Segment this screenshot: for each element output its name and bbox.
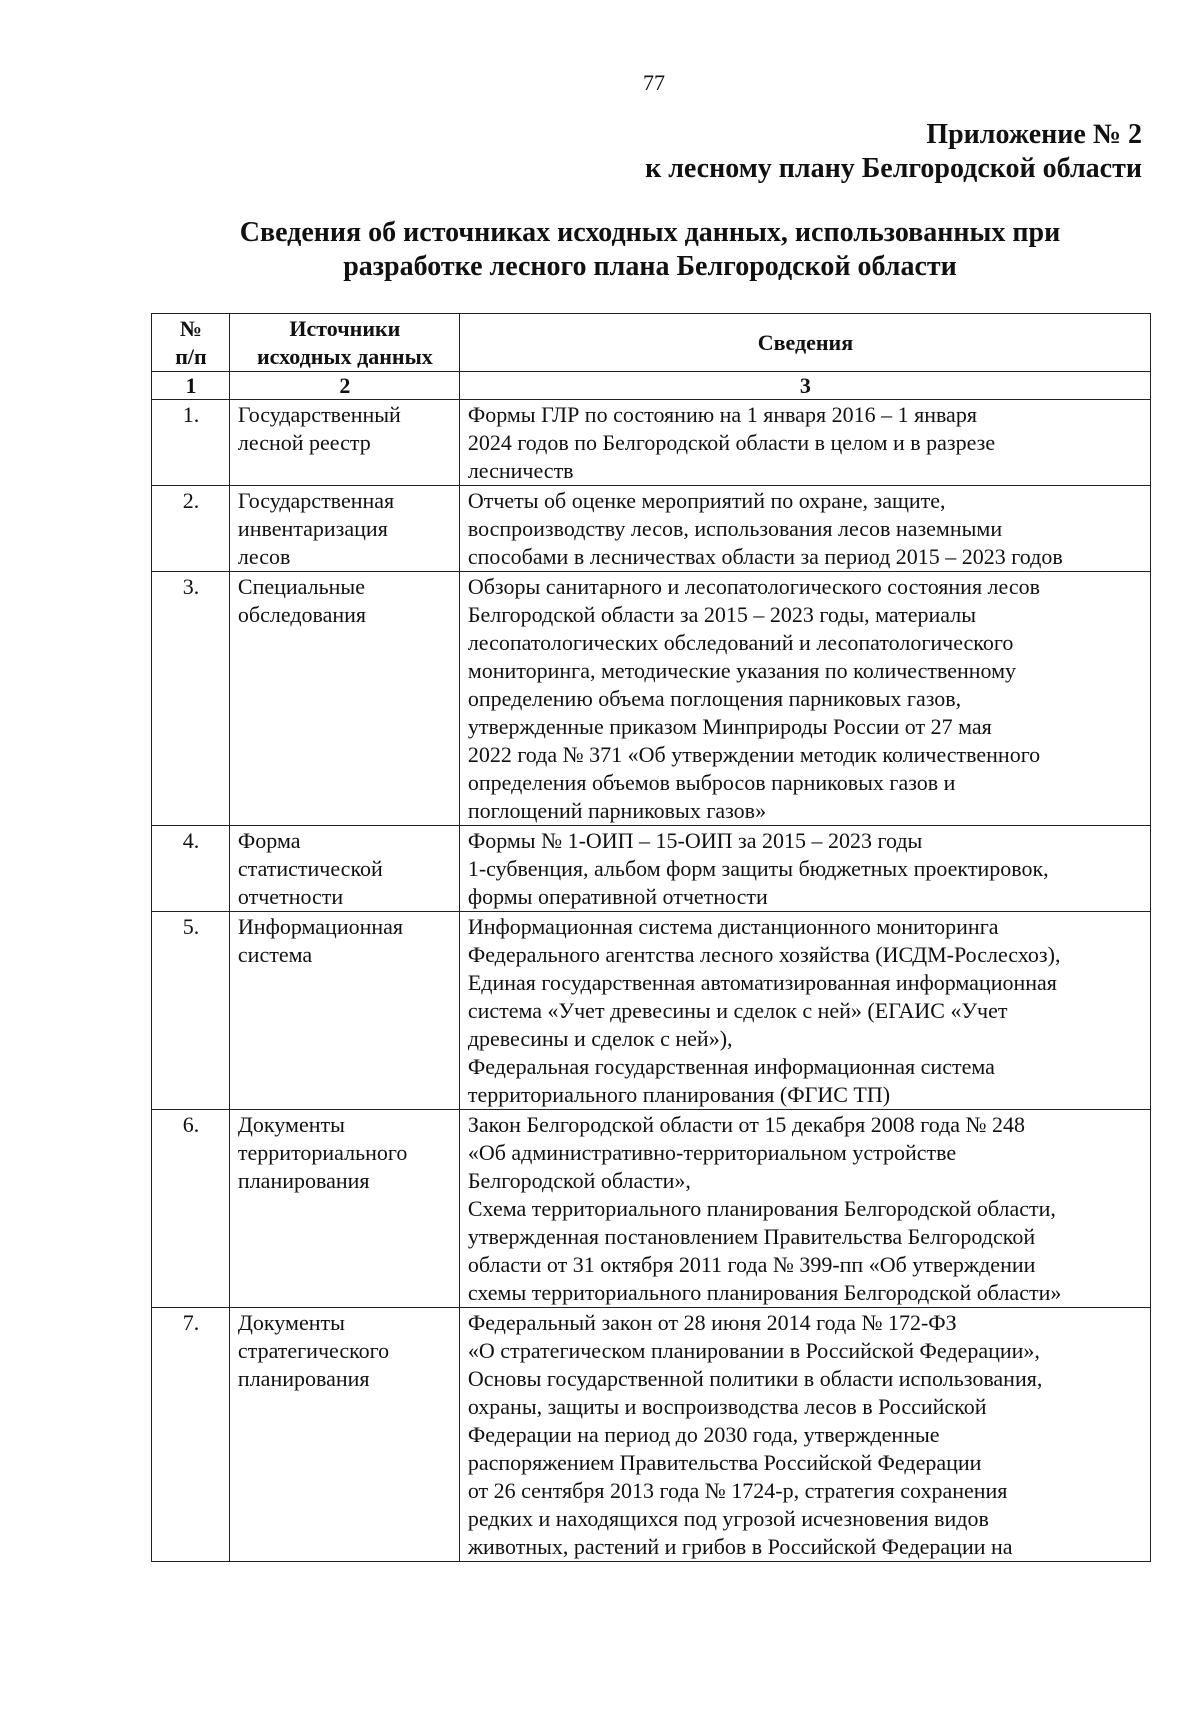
appendix-line-1: Приложение № 2 (926, 119, 1142, 150)
appendix-heading (442, 118, 1142, 186)
table-row (152, 400, 1151, 486)
table-row (152, 1308, 1151, 1562)
header-number: № п/п (152, 314, 230, 372)
table-row (152, 572, 1151, 826)
row-source: Документы территориального планирования (229, 1110, 459, 1308)
row-number: 1. (152, 400, 230, 486)
row-number: 5. (152, 912, 230, 1110)
row-info: Федеральный закон от 28 июня 2014 года № 172-ФЗ «О стратегическом планировании в Российской Федерации», Основы государственной политики в области использования, охраны, защиты и воспроизводства лесов в Российской Федерации на период до 2030 года, утвержденные распоряжением Правительства Российской Федерации от 26 сентября 2013 года № 1724-р, стратегия сохранения редких и находящихся под угрозой исчезновения видов животных, растений и грибов в Российской Федерации на (459, 1308, 1150, 1562)
row-number: 4. (152, 826, 230, 912)
table-row (152, 486, 1151, 572)
table-row (152, 826, 1151, 912)
column-number: 2 (229, 372, 459, 400)
row-number: 6. (152, 1110, 230, 1308)
title-line-1: Сведения об источниках исходных данных, использованных при (239, 217, 1061, 248)
table-header-row (152, 314, 1151, 372)
table-row (152, 1110, 1151, 1308)
row-info: Обзоры санитарного и лесопатологического состояния лесов Белгородской области за 2015 – 2023 годы, материалы лесопатологических обследований и лесопатологического мониторинга, методические указания по количественному определению объема поглощения парниковых газов, утвержденные приказом Минприроды России от 27 мая 2022 года № 371 «Об утверждении методик количественного определения объемов выбросов парниковых газов и поглощений парниковых газов» (459, 572, 1150, 826)
row-source: Специальные обследования (229, 572, 459, 826)
column-number-row (152, 372, 1151, 400)
row-source: Информационная система (229, 912, 459, 1110)
row-info: Формы ГЛР по состоянию на 1 января 2016 – 1 января 2024 годов по Белгородской области в целом и в разрезе лесничеств (459, 400, 1150, 486)
column-number: 3 (459, 372, 1150, 400)
appendix-line-2: к лесному плану Белгородской области (645, 153, 1142, 184)
row-source: Государственный лесной реестр (229, 400, 459, 486)
row-info: Отчеты об оценке мероприятий по охране, защите, воспроизводству лесов, использования лесов наземными способами в лесничествах области за период 2015 – 2023 годов (459, 486, 1150, 572)
row-info: Формы № 1-ОИП – 15-ОИП за 2015 – 2023 годы 1-субвенция, альбом форм защиты бюджетных проектировок, формы оперативной отчетности (459, 826, 1150, 912)
page-number: 77 (643, 70, 665, 95)
title-line-2: разработке лесного плана Белгородской области (343, 251, 957, 282)
row-number: 7. (152, 1308, 230, 1562)
header-sources: Источники исходных данных (229, 314, 459, 372)
header-info: Сведения (459, 314, 1150, 372)
sources-table (151, 313, 1151, 1562)
row-number: 2. (152, 486, 230, 572)
row-source: Форма статистической отчетности (229, 826, 459, 912)
row-source: Документы стратегического планирования (229, 1308, 459, 1562)
document-title (150, 216, 1150, 284)
row-number: 3. (152, 572, 230, 826)
row-info: Закон Белгородской области от 15 декабря 2008 года № 248 «Об административно-территориальном устройстве Белгородской области», Схема территориального планирования Белгородской области, утвержденная постановлением Правительства Белгородской области от 31 октября 2011 года № 399-пп «Об утверждении схемы территориального планирования Белгородской области» (459, 1110, 1150, 1308)
column-number: 1 (152, 372, 230, 400)
row-source: Государственная инвентаризация лесов (229, 486, 459, 572)
row-info: Информационная система дистанционного мониторинга Федерального агентства лесного хозяйства (ИСДМ-Рослесхоз), Единая государственная автоматизированная информационная система «Учет древесины и сделок с ней» (ЕГАИС «Учет древесины и сделок с ней»), Федеральная государственная информационная система территориального планирования (ФГИС ТП) (459, 912, 1150, 1110)
table-row (152, 912, 1151, 1110)
